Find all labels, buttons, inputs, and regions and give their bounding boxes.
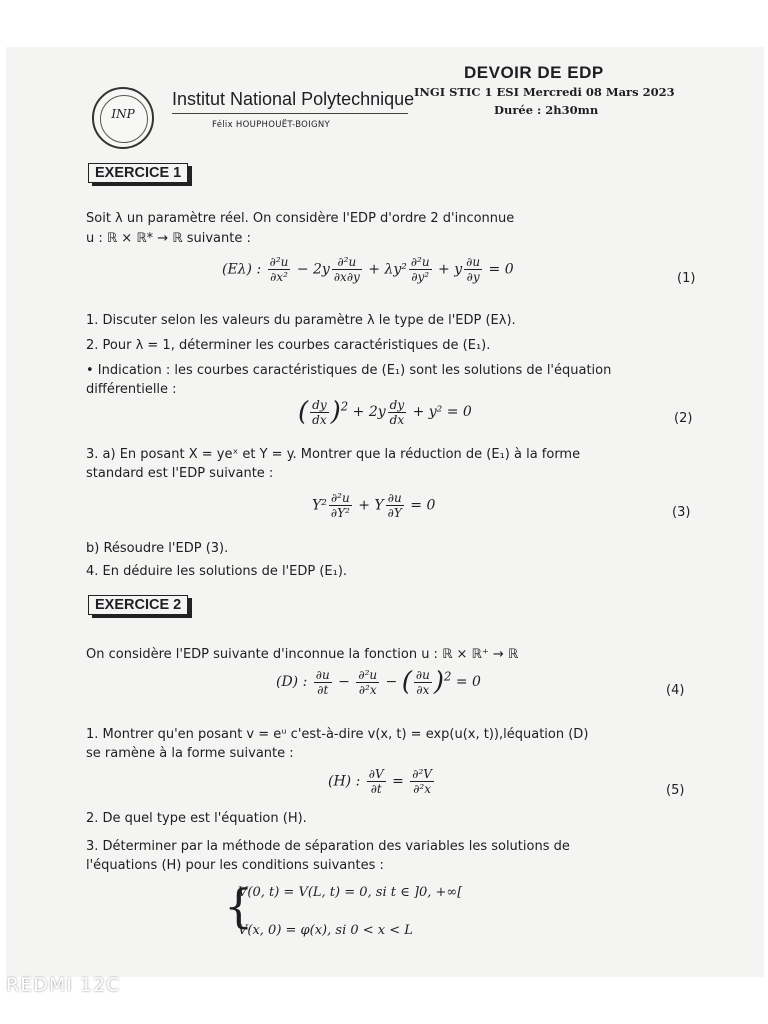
exercise1-heading: EXERCICE 1: [88, 163, 188, 183]
institute-subtitle: Félix HOUPHOUËT-BOIGNY: [212, 120, 331, 130]
ex1-question3a-line2: standard est l'EDP suivante :: [86, 466, 274, 481]
equation-3: Y² $\frac{\text{∂²u}}{\text{∂Y²}}$ + Y $\frac{\partial u}{\partial Y}$ = 0: [312, 491, 436, 520]
ex1-question4: 4. En déduire les solutions de l'EDP (E₁).: [86, 564, 348, 579]
exam-sheet: [6, 47, 764, 996]
initial-condition: V(x, 0) = φ(x), si 0 < x < L: [238, 923, 413, 938]
camera-watermark: REDMI 12C: [6, 974, 121, 996]
ex1-intro-line1: Soit λ un paramètre réel. On considère l'EDP d'ordre 2 d'inconnue: [86, 211, 515, 226]
ex2-question3-line1: 3. Déterminer par la méthode de séparation des variables les solutions de: [86, 839, 570, 854]
exam-class-date: INGI STIC 1 ESI Mercredi 08 Mars 2023: [414, 85, 675, 99]
eq4-label: (D) :: [276, 674, 308, 690]
equation-4: (D) : $\frac{\partial u}{\partial t}$ − $\frac{\text{∂²u}}{\text{∂²x}}$ − ( $\frac{\partial u}{\partial x}$ )$^2$ = 0: [276, 667, 481, 697]
eq5-number: (5): [666, 783, 685, 798]
eq3-number: (3): [672, 505, 691, 520]
equation-2: ( $\frac{dy}{dx}$ )$^2$ + 2y $\frac{dy}{dx}$ + y² = 0: [298, 397, 472, 427]
ex2-question1-line2: se ramène à la forme suivante :: [86, 746, 294, 761]
ex1-question3a-line1: 3. a) En posant X = yeˣ et Y = y. Montrer que la réduction de (E₁) à la forme: [86, 447, 581, 462]
exam-duration: Durée : 2h30mn: [494, 103, 599, 117]
ex1-question2: 2. Pour λ = 1, déterminer les courbes caractéristiques de (E₁).: [86, 338, 491, 353]
conditions-brace: {: [224, 879, 254, 933]
ex1-question3b: b) Résoudre l'EDP (3).: [86, 541, 229, 556]
eq4-number: (4): [666, 683, 685, 698]
ex1-hint-line1: • Indication : les courbes caractéristiques de (E₁) sont les solutions de l'équation: [86, 363, 612, 378]
eq5-label: (H) :: [328, 773, 361, 790]
header-rule: [172, 113, 408, 114]
ex2-question3-line2: l'équations (H) pour les conditions suivantes :: [86, 858, 384, 873]
boundary-condition: V(0, t) = V(L, t) = 0, si t ∈ ]0, +∞[: [238, 885, 463, 900]
ex1-question1: 1. Discuter selon les valeurs du paramètre λ le type de l'EDP (Eλ).: [86, 313, 516, 328]
eq1-label: (Eλ) :: [222, 261, 262, 278]
eq1-rhs: = 0: [488, 261, 514, 278]
ex2-question1-line1: 1. Montrer qu'en posant v = eᵘ c'est-à-dire v(x, t) = exp(u(x, t)),léquation (D): [86, 727, 589, 742]
ex1-hint-line2: différentielle :: [86, 382, 177, 397]
ex2-question2: 2. De quel type est l'équation (H).: [86, 811, 307, 826]
ex2-intro: On considère l'EDP suivante d'inconnue la fonction u : ℝ × ℝ⁺ → ℝ: [86, 647, 519, 662]
equation-5: (H) : $\frac{\partial V}{\partial t}$ = $\frac{\text{∂²V}}{\text{∂²x}}$: [328, 767, 432, 796]
eq2-number: (2): [674, 411, 693, 426]
exam-title: DEVOIR DE EDP: [464, 63, 604, 82]
institute-name: Institut National Polytechnique: [172, 89, 415, 109]
institute-logo: INP: [92, 87, 154, 149]
eq1-number: (1): [677, 271, 696, 286]
exercise2-heading: EXERCICE 2: [88, 595, 188, 615]
equation-1: (Eλ) : $\frac{\text{∂²u}}{\text{∂x²}}$ − 2y $\frac{\text{∂²u}}{\partial x\partial y}$ + λy² $\frac{\text{∂²u}}{\text{∂y²}}$ + y $\frac{\partial u}{\partial y}$ = 0: [222, 255, 514, 284]
ex1-intro-line2: u : ℝ × ℝ* → ℝ suivante :: [86, 231, 251, 246]
